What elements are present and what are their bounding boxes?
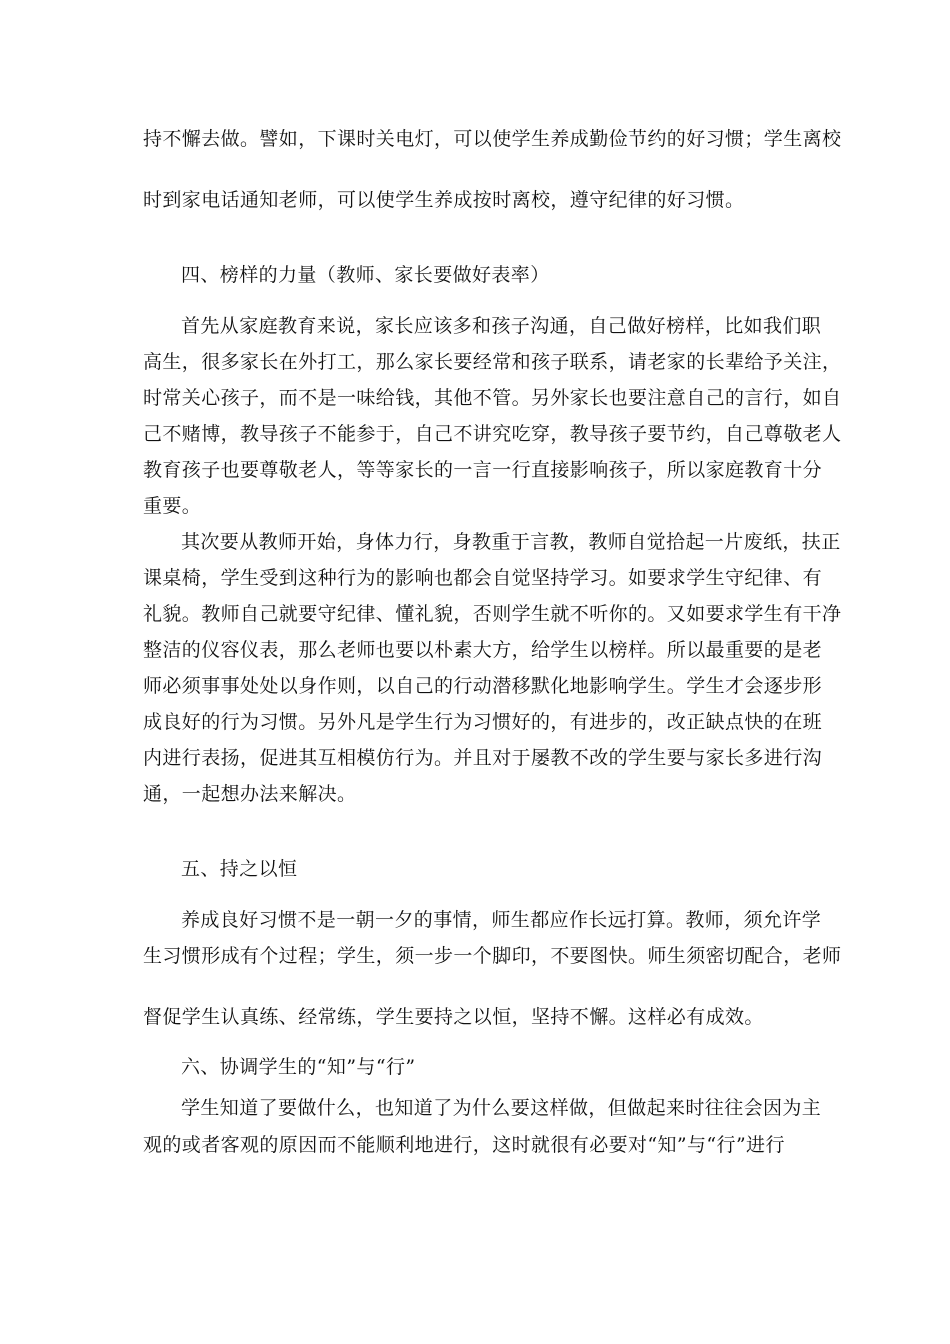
text-line: 教育孩子也要尊敬老人，等等家长的一言一行直接影响孩子，所以家庭教育十分 [143,459,823,481]
text-line: 内进行表扬，促进其互相模仿行为。并且对于屡教不改的学生要与家长多进行沟 [143,747,823,769]
text-line: 时到家电话通知老师，可以使学生养成按时离校，遵守纪律的好习惯。 [143,189,745,211]
text-line: 督促学生认真练、经常练，学生要持之以恒，坚持不懈。这样必有成效。 [143,1006,764,1028]
section-heading: 六、协调学生的“知”与“行” [181,1056,416,1078]
text-line: 学生知道了要做什么，也知道了为什么要这样做，但做起来时往往会因为主 [181,1097,822,1119]
text-line: 课桌椅，学生受到这种行为的影响也都会自觉坚持学习。如要求学生守纪律、有 [143,567,823,589]
section-heading: 四、榜样的力量（教师、家长要做好表率） [181,264,550,286]
text-line: 首先从家庭教育来说，家长应该多和孩子沟通，自己做好榜样，比如我们职 [181,315,822,337]
text-line: 生习惯形成有个过程；学生，须一步一个脚印，不要图快。师生须密切配合，老师 [143,945,842,967]
text-line: 通，一起想办法来解决。 [143,783,357,805]
text-line: 礼貌。教师自己就要守纪律、懂礼貌，否则学生就不听你的。又如要求学生有干净 [143,603,842,625]
text-line: 师必须事事处处以身作则，以自己的行动潜移默化地影响学生。学生才会逐步形 [143,675,823,697]
text-line: 整洁的仪容仪表，那么老师也要以朴素大方，给学生以榜样。所以最重要的是老 [143,639,823,661]
text-line: 重要。 [143,495,202,517]
text-line: 观的或者客观的原因而不能顺利地进行，这时就很有必要对“知”与“行”进行 [143,1134,785,1156]
text-line: 养成良好习惯不是一朝一夕的事情，师生都应作长远打算。教师，须允许学 [181,909,822,931]
text-line: 高生，很多家长在外打工，那么家长要经常和孩子联系，请老家的长辈给予关注， [143,351,842,373]
text-line: 其次要从教师开始，身体力行，身教重于言教，教师自觉拾起一片废纸，扶正 [181,531,841,553]
text-line: 持不懈去做。譬如，下课时关电灯，可以使学生养成勤俭节约的好习惯；学生离校 [143,128,842,150]
text-line: 成良好的行为习惯。另外凡是学生行为习惯好的，有进步的，改正缺点快的在班 [143,711,823,733]
text-line: 时常关心孩子，而不是一味给钱，其他不管。另外家长也要注意自己的言行，如自 [143,387,842,409]
section-heading: 五、持之以恒 [181,858,298,880]
text-line: 己不赌博，教导孩子不能参于，自己不讲究吃穿，教导孩子要节约，自己尊敬老人 [143,423,842,445]
